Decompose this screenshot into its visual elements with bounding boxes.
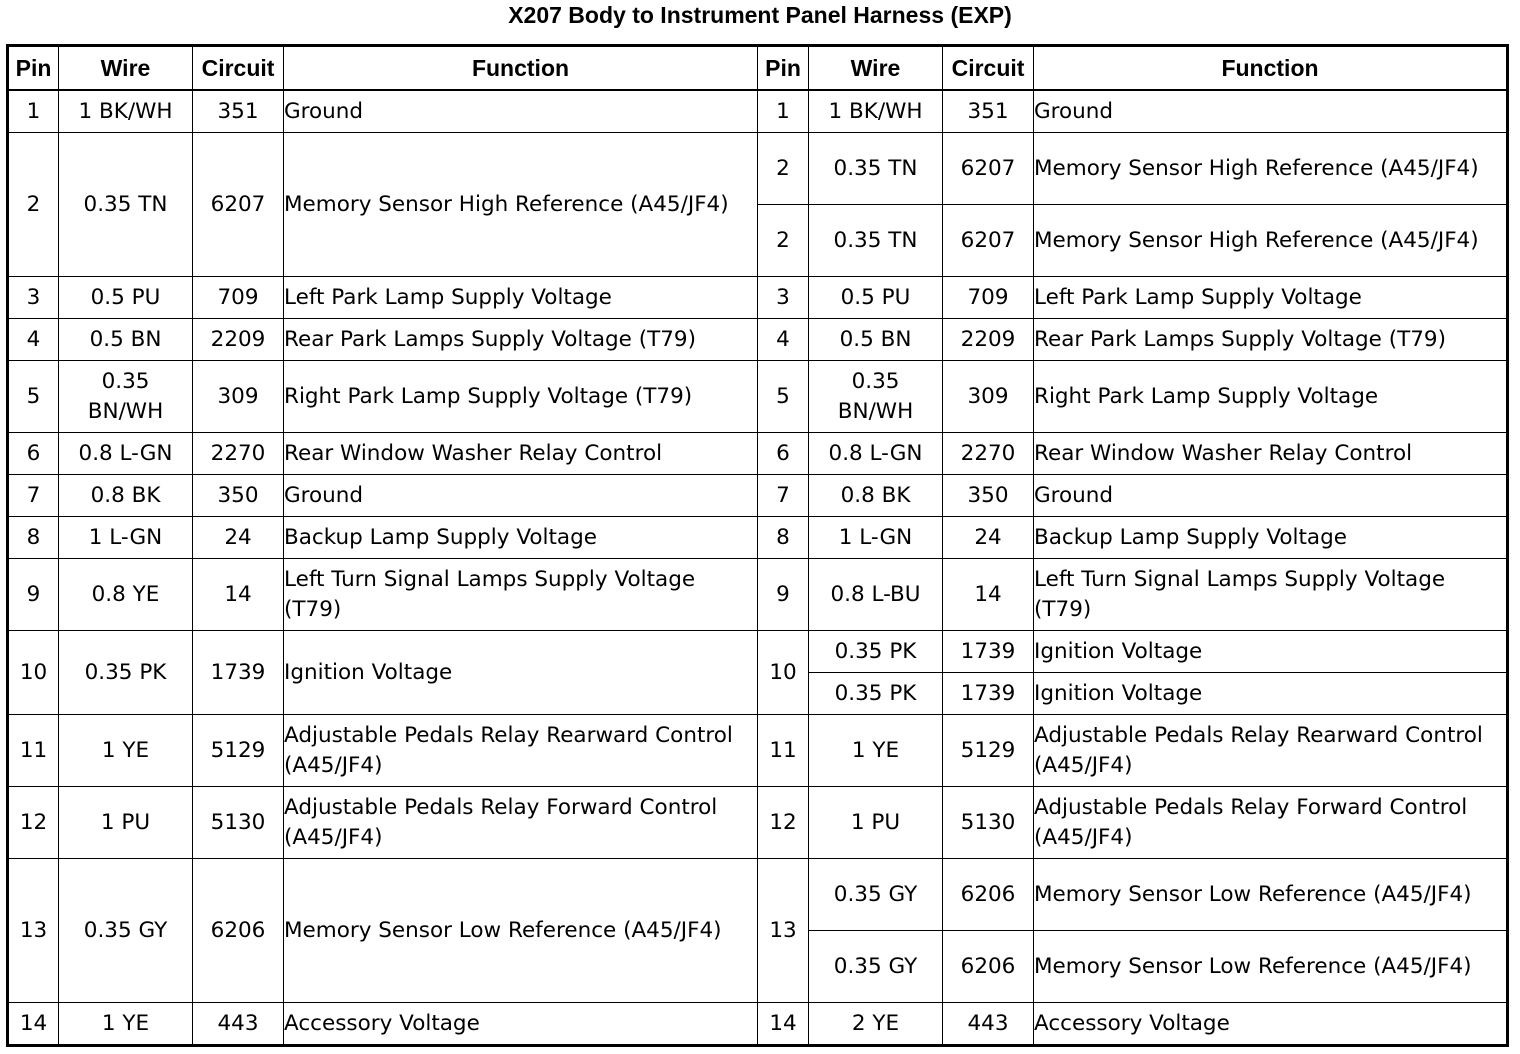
right-circuit: 14 — [943, 559, 1034, 631]
right-function: Backup Lamp Supply Voltage — [1034, 517, 1508, 559]
left-wire: 1 PU — [59, 787, 193, 859]
left-function: Ignition Voltage — [284, 631, 758, 715]
right-wire: 1 L-GN — [809, 517, 943, 559]
right-wire: 0.8 L-GN — [809, 433, 943, 475]
left-pin: 7 — [8, 475, 59, 517]
right-function: Adjustable Pedals Relay Forward Control (A45/JF4) — [1034, 787, 1508, 859]
left-circuit: 24 — [193, 517, 284, 559]
header-circuit: Circuit — [943, 46, 1034, 91]
right-function: Ignition Voltage — [1034, 673, 1508, 715]
right-pin: 6 — [758, 433, 809, 475]
left-circuit: 309 — [193, 361, 284, 433]
right-wire: 0.35 TN — [809, 205, 943, 277]
table-row — [8, 90, 1508, 133]
left-pin: 11 — [8, 715, 59, 787]
left-function: Ground — [284, 90, 758, 133]
header-function: Function — [284, 46, 758, 91]
right-pin: 8 — [758, 517, 809, 559]
left-wire: 1 YE — [59, 715, 193, 787]
left-pin: 14 — [8, 1003, 59, 1046]
left-function: Memory Sensor High Reference (A45/JF4) — [284, 133, 758, 277]
right-circuit: 2270 — [943, 433, 1034, 475]
left-function: Ground — [284, 475, 758, 517]
right-circuit: 6206 — [943, 931, 1034, 1003]
right-circuit: 351 — [943, 90, 1034, 133]
left-circuit: 1739 — [193, 631, 284, 715]
left-pin: 5 — [8, 361, 59, 433]
table-row — [8, 361, 1508, 433]
left-circuit: 2209 — [193, 319, 284, 361]
left-wire: 0.35 BN/WH — [59, 361, 193, 433]
left-wire: 0.8 L-GN — [59, 433, 193, 475]
left-function: Backup Lamp Supply Voltage — [284, 517, 758, 559]
table-row — [8, 277, 1508, 319]
right-function: Adjustable Pedals Relay Rearward Control (A45/JF4) — [1034, 715, 1508, 787]
table-row — [8, 475, 1508, 517]
right-pin: 14 — [758, 1003, 809, 1046]
left-circuit: 709 — [193, 277, 284, 319]
left-wire: 1 L-GN — [59, 517, 193, 559]
left-wire: 0.35 PK — [59, 631, 193, 715]
left-pin: 4 — [8, 319, 59, 361]
left-wire: 0.8 BK — [59, 475, 193, 517]
table-row — [8, 787, 1508, 859]
right-circuit: 350 — [943, 475, 1034, 517]
right-function: Memory Sensor High Reference (A45/JF4) — [1034, 205, 1508, 277]
left-pin: 13 — [8, 859, 59, 1003]
left-function: Left Park Lamp Supply Voltage — [284, 277, 758, 319]
right-wire: 0.35 PK — [809, 673, 943, 715]
right-circuit: 709 — [943, 277, 1034, 319]
right-function: Ignition Voltage — [1034, 631, 1508, 673]
left-pin: 8 — [8, 517, 59, 559]
right-circuit: 2209 — [943, 319, 1034, 361]
header-pin: Pin — [8, 46, 59, 91]
right-wire: 0.35 PK — [809, 631, 943, 673]
right-pin: 3 — [758, 277, 809, 319]
right-function: Ground — [1034, 90, 1508, 133]
left-wire: 0.35 TN — [59, 133, 193, 277]
right-function: Memory Sensor Low Reference (A45/JF4) — [1034, 859, 1508, 931]
right-circuit: 6207 — [943, 133, 1034, 205]
right-function: Left Turn Signal Lamps Supply Voltage (T79) — [1034, 559, 1508, 631]
right-circuit: 24 — [943, 517, 1034, 559]
right-pin: 13 — [758, 859, 809, 1003]
left-function: Adjustable Pedals Relay Forward Control (A45/JF4) — [284, 787, 758, 859]
page-title: X207 Body to Instrument Panel Harness (EXP) — [508, 2, 1012, 28]
right-function: Accessory Voltage — [1034, 1003, 1508, 1046]
header-function: Function — [1034, 46, 1508, 91]
left-function: Right Park Lamp Supply Voltage (T79) — [284, 361, 758, 433]
right-pin: 2 — [758, 205, 809, 277]
left-circuit: 14 — [193, 559, 284, 631]
left-function: Adjustable Pedals Relay Rearward Control (A45/JF4) — [284, 715, 758, 787]
table-row — [8, 715, 1508, 787]
right-wire: 0.35 TN — [809, 133, 943, 205]
right-circuit: 309 — [943, 361, 1034, 433]
right-wire: 0.35 BN/WH — [809, 361, 943, 433]
right-function: Memory Sensor High Reference (A45/JF4) — [1034, 133, 1508, 205]
right-wire: 0.35 GY — [809, 931, 943, 1003]
right-circuit: 1739 — [943, 673, 1034, 715]
right-function: Rear Park Lamps Supply Voltage (T79) — [1034, 319, 1508, 361]
right-wire: 0.8 BK — [809, 475, 943, 517]
right-wire: 1 BK/WH — [809, 90, 943, 133]
left-pin: 1 — [8, 90, 59, 133]
right-wire: 0.5 PU — [809, 277, 943, 319]
right-pin: 1 — [758, 90, 809, 133]
right-function: Rear Window Washer Relay Control — [1034, 433, 1508, 475]
header-pin: Pin — [758, 46, 809, 91]
left-circuit: 350 — [193, 475, 284, 517]
left-circuit: 5129 — [193, 715, 284, 787]
header-row — [8, 46, 1508, 91]
right-pin: 2 — [758, 133, 809, 205]
right-pin: 9 — [758, 559, 809, 631]
left-circuit: 443 — [193, 1003, 284, 1046]
right-circuit: 1739 — [943, 631, 1034, 673]
right-pin: 5 — [758, 361, 809, 433]
right-circuit: 5130 — [943, 787, 1034, 859]
left-wire: 0.5 BN — [59, 319, 193, 361]
right-pin: 12 — [758, 787, 809, 859]
left-pin: 3 — [8, 277, 59, 319]
left-circuit: 351 — [193, 90, 284, 133]
left-wire: 0.5 PU — [59, 277, 193, 319]
table-row — [8, 133, 1508, 205]
table-row — [8, 859, 1508, 931]
right-wire: 0.35 GY — [809, 859, 943, 931]
table-row — [8, 433, 1508, 475]
left-circuit: 6207 — [193, 133, 284, 277]
header-circuit: Circuit — [193, 46, 284, 91]
right-wire: 0.8 L-BU — [809, 559, 943, 631]
left-pin: 10 — [8, 631, 59, 715]
left-function: Rear Window Washer Relay Control — [284, 433, 758, 475]
left-function: Memory Sensor Low Reference (A45/JF4) — [284, 859, 758, 1003]
left-circuit: 5130 — [193, 787, 284, 859]
left-circuit: 6206 — [193, 859, 284, 1003]
left-wire: 1 BK/WH — [59, 90, 193, 133]
right-wire: 1 YE — [809, 715, 943, 787]
left-wire: 0.8 YE — [59, 559, 193, 631]
right-wire: 1 PU — [809, 787, 943, 859]
right-pin: 11 — [758, 715, 809, 787]
header-wire: Wire — [59, 46, 193, 91]
table-row — [8, 1003, 1508, 1046]
right-circuit: 5129 — [943, 715, 1034, 787]
left-wire: 0.35 GY — [59, 859, 193, 1003]
left-function: Left Turn Signal Lamps Supply Voltage (T79) — [284, 559, 758, 631]
table-row — [8, 559, 1508, 631]
left-circuit: 2270 — [193, 433, 284, 475]
table-row — [8, 517, 1508, 559]
right-circuit: 443 — [943, 1003, 1034, 1046]
left-pin: 2 — [8, 133, 59, 277]
right-function: Ground — [1034, 475, 1508, 517]
harness-table — [6, 44, 1509, 1047]
header-wire: Wire — [809, 46, 943, 91]
right-pin: 4 — [758, 319, 809, 361]
left-pin: 12 — [8, 787, 59, 859]
right-circuit: 6207 — [943, 205, 1034, 277]
left-pin: 9 — [8, 559, 59, 631]
left-wire: 1 YE — [59, 1003, 193, 1046]
left-pin: 6 — [8, 433, 59, 475]
table-row — [8, 319, 1508, 361]
left-function: Accessory Voltage — [284, 1003, 758, 1046]
right-wire: 0.5 BN — [809, 319, 943, 361]
table-row — [8, 631, 1508, 673]
right-function: Memory Sensor Low Reference (A45/JF4) — [1034, 931, 1508, 1003]
right-circuit: 6206 — [943, 859, 1034, 931]
right-pin: 7 — [758, 475, 809, 517]
right-function: Left Park Lamp Supply Voltage — [1034, 277, 1508, 319]
right-pin: 10 — [758, 631, 809, 715]
right-wire: 2 YE — [809, 1003, 943, 1046]
right-function: Right Park Lamp Supply Voltage — [1034, 361, 1508, 433]
left-function: Rear Park Lamps Supply Voltage (T79) — [284, 319, 758, 361]
